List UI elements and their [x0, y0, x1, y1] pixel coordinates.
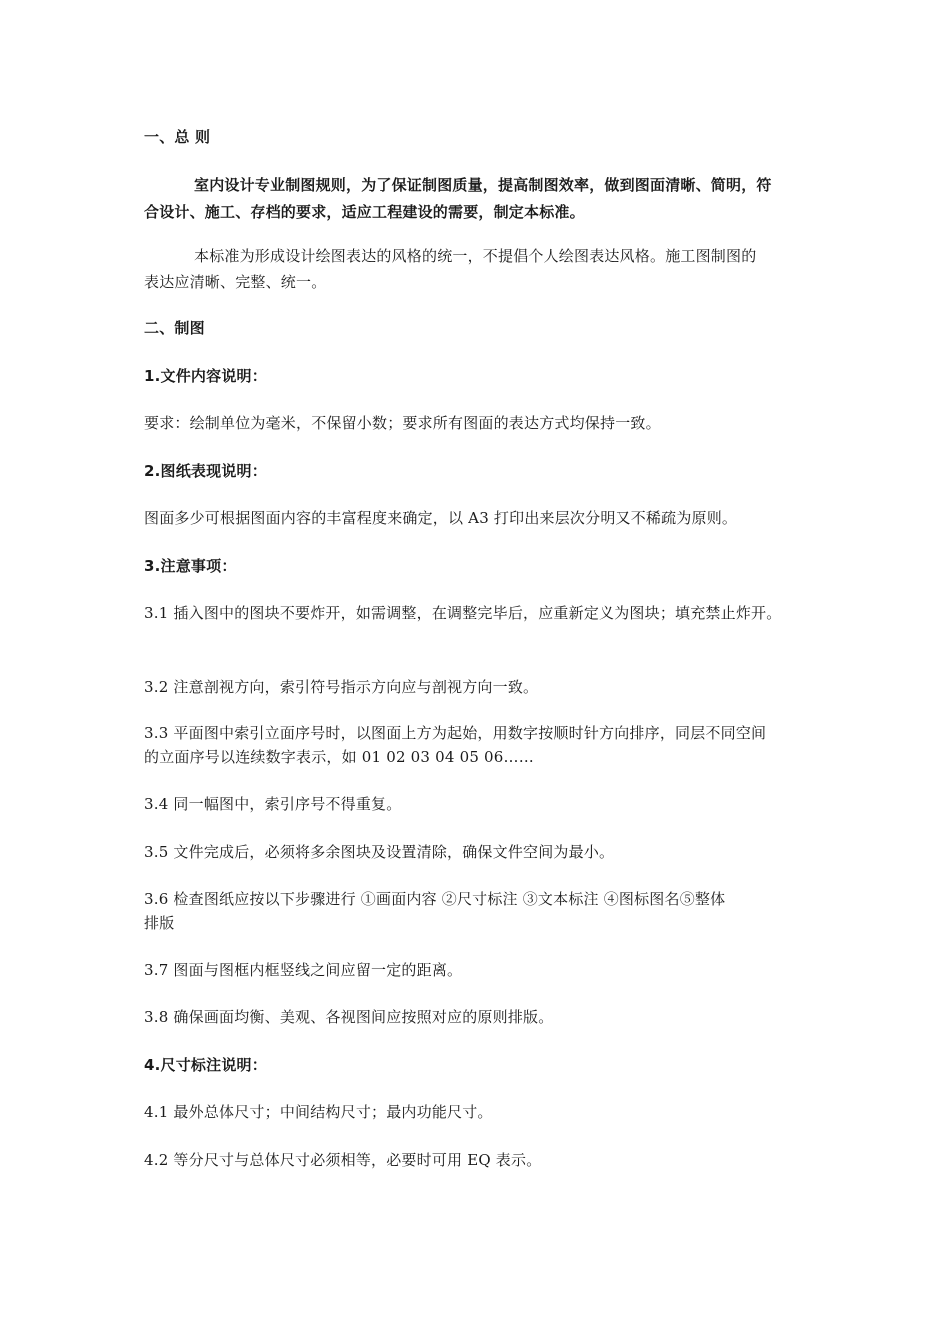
standard-paragraph-line-1: 本标准为形成设计绘图表达的风格的统一，不提倡个人绘图表达风格。施工图制图的: [194, 247, 757, 265]
note-3-2: 3.2 注意剖视方向，索引符号指示方向应与剖视方向一致。: [144, 678, 539, 696]
note-3-1: 3.1 插入图中的图块不要炸开，如需调整，在调整完毕后，应重新定义为图块；填充禁止炸开。: [144, 604, 782, 622]
note-3-5: 3.5 文件完成后，必须将多余图块及设置清除，确保文件空间为最小。: [144, 843, 615, 861]
subheading-drawing-presentation: 2.图纸表现说明：: [144, 462, 267, 480]
dimension-note-4-1: 4.1 最外总体尺寸；中间结构尺寸；最内功能尺寸。: [144, 1103, 493, 1121]
file-content-text: 要求：绘制单位为毫米，不保留小数；要求所有图面的表达方式均保持一致。: [144, 414, 661, 432]
drawing-presentation-text: 图面多少可根据图面内容的丰富程度来确定，以 A3 打印出来层次分明又不稀疏为原则。: [144, 509, 738, 527]
note-3-8: 3.8 确保画面均衡、美观、各视图间应按照对应的原则排版。: [144, 1008, 554, 1026]
dimension-note-4-2: 4.2 等分尺寸与总体尺寸必须相等，必要时可用 EQ 表示。: [144, 1151, 542, 1169]
standard-paragraph-line-2: 表达应清晰、完整、统一。: [144, 273, 327, 291]
section-heading-general: 一、总 则: [144, 128, 211, 146]
intro-paragraph-line-1: 室内设计专业制图规则，为了保证制图质量，提高制图效率，做到图面清晰、简明，符: [194, 176, 772, 194]
note-3-6-line-1: 3.6 检查图纸应按以下步骤进行 ①画面内容 ②尺寸标注 ③文本标注 ④图标图名⑤整体: [144, 890, 726, 908]
note-3-7: 3.7 图面与图框内框竖线之间应留一定的距离。: [144, 961, 463, 979]
subheading-notes: 3.注意事项：: [144, 557, 237, 575]
subheading-dimensions: 4.尺寸标注说明：: [144, 1056, 267, 1074]
intro-paragraph-line-2: 合设计、施工、存档的要求，适应工程建设的需要，制定本标准。: [144, 203, 585, 221]
subheading-file-content: 1.文件内容说明：: [144, 367, 267, 385]
note-3-3-line-1: 3.3 平面图中索引立面序号时，以图面上方为起始，用数字按顺时针方向排序，同层不同空间: [144, 724, 767, 742]
note-3-3-line-2: 的立面序号以连续数字表示，如 01 02 03 04 05 06……: [144, 748, 534, 766]
note-3-4: 3.4 同一幅图中，索引序号不得重复。: [144, 795, 402, 813]
section-heading-drawing: 二、制图: [144, 319, 205, 337]
note-3-6-line-2: 排版: [144, 914, 175, 932]
